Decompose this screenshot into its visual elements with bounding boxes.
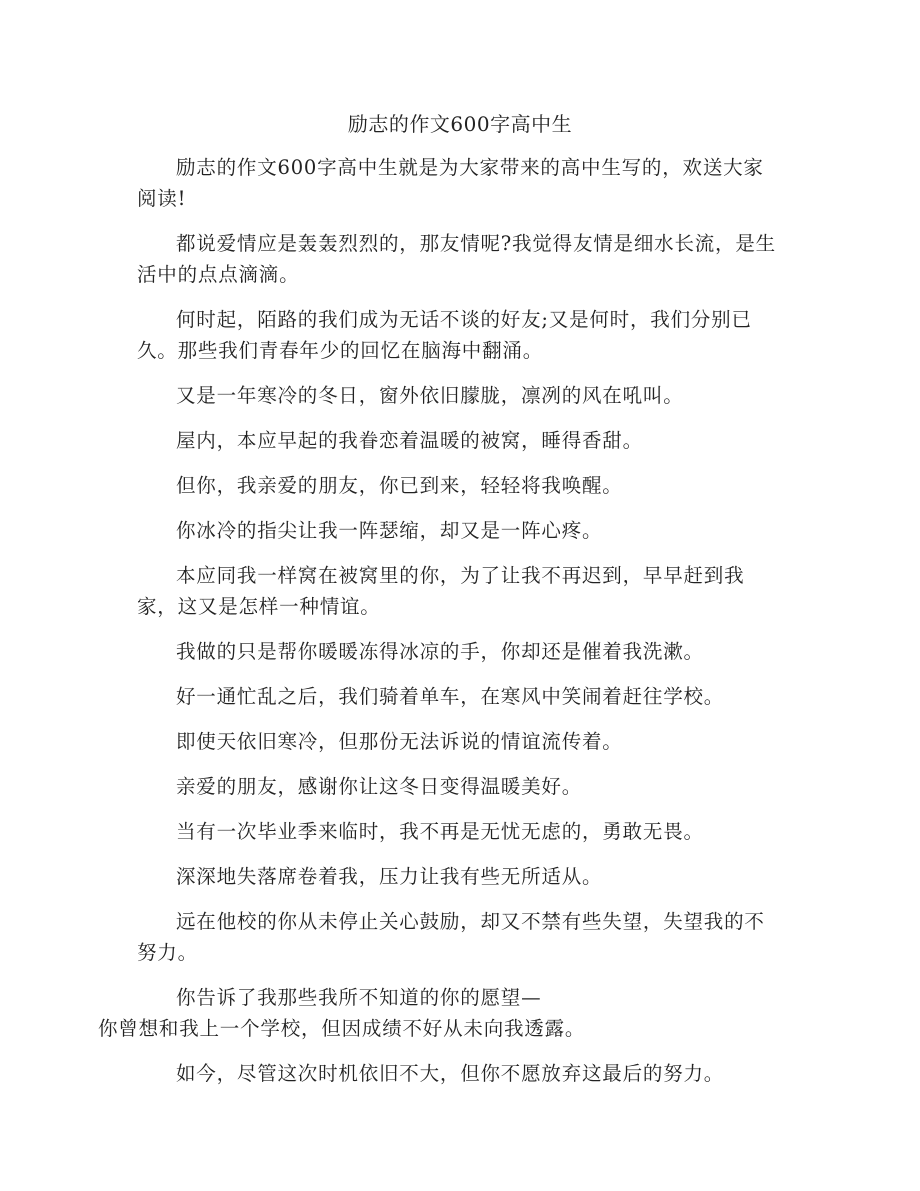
paragraph: 深深地失落席卷着我，压力让我有些无所适从。 [176, 865, 603, 888]
paragraph: 何时起，陌路的我们成为无话不谈的好友;又是何时，我们分别已久。那些我们青春年少的回忆在脑海中翻涌。 [137, 308, 752, 362]
paragraph: 远在他校的你从未停止关心鼓励，却又不禁有些失望，失望我的不努力。 [137, 910, 765, 964]
paragraph: 屋内，本应早起的我眷恋着温暖的被窝，睡得香甜。 [176, 429, 643, 452]
paragraph: 亲爱的朋友，感谢你让这冬日变得温暖美好。 [176, 775, 583, 798]
paragraph-line: 你告诉了我那些我所不知道的你的愿望— [176, 986, 542, 1009]
document-title: 励志的作文600字高中生 [347, 112, 573, 136]
paragraph: 励志的作文600字高中生就是为大家带来的高中生写的，欢送大家阅读! [137, 156, 764, 210]
paragraph: 本应同我一样窝在被窝里的你，为了让我不再迟到，早早赶到我家，这又是怎样一种情谊。 [137, 564, 745, 618]
paragraph: 但你，我亲爱的朋友，你已到来，轻轻将我唤醒。 [176, 474, 623, 497]
paragraph-line: 你曾想和我上一个学校，但因成绩不好从未向我透露。 [98, 1017, 586, 1040]
paragraph [98, 982, 783, 1044]
paragraph: 如今，尽管这次时机依旧不大，但你不愿放弃这最后的努力。 [176, 1062, 725, 1085]
paragraph: 都说爱情应是轰轰烈烈的，那友情呢?我觉得友情是细水长流，是生活中的点点滴滴。 [137, 232, 776, 286]
document-body [98, 152, 783, 1103]
paragraph: 好一通忙乱之后，我们骑着单车，在寒风中笑闹着赶往学校。 [176, 685, 725, 708]
paragraph: 我做的只是帮你暖暖冻得冰凉的手，你却还是催着我洗漱。 [176, 640, 704, 663]
paragraph: 即使天依旧寒冷，但那份无法诉说的情谊流传着。 [176, 730, 623, 753]
paragraph: 当有一次毕业季来临时，我不再是无忧无虑的，勇敢无畏。 [176, 820, 704, 843]
paragraph: 又是一年寒冷的冬日，窗外依旧朦胧，凛冽的风在吼叫。 [176, 384, 684, 407]
paragraph: 你冰冷的指尖让我一阵瑟缩，却又是一阵心疼。 [176, 519, 603, 542]
